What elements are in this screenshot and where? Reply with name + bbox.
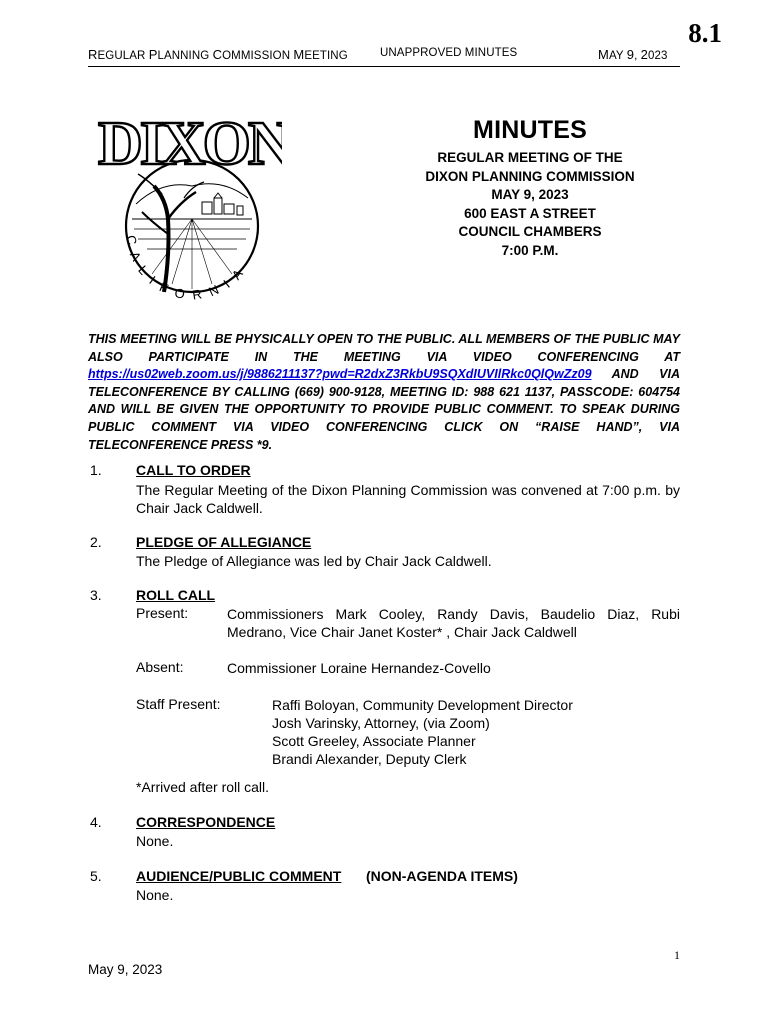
title-line: 7:00 P.M. <box>501 242 559 258</box>
item-number: 5. <box>90 868 102 884</box>
item-body: The Pledge of Allegiance was led by Chair Jack Caldwell. <box>136 553 492 569</box>
title-line: COUNCIL CHAMBERS <box>458 224 602 239</box>
logo-state-text: CALIFORNIA <box>123 234 252 303</box>
staff-list <box>272 696 573 768</box>
title-line: REGULAR MEETING OF THE <box>437 150 623 165</box>
item-body: None. <box>136 887 174 903</box>
title-line: DIXON PLANNING COMMISSION <box>425 168 635 184</box>
header-date-label: MAY 9, 2023 <box>598 47 668 62</box>
item-body: None. <box>136 833 174 849</box>
logo-wordmark: DIXON <box>98 110 282 178</box>
absent-label: Absent: <box>136 659 184 675</box>
header-status-label: UNAPPROVED MINUTES <box>380 47 518 59</box>
item-number: 4. <box>90 814 102 830</box>
roll-call-note: *Arrived after roll call. <box>136 779 270 795</box>
page-title: MINUTES <box>473 116 587 144</box>
header-meeting-label: REGULAR PLANNING COMMISSION MEETING <box>88 47 348 62</box>
page-number: 1 <box>674 948 680 962</box>
staff-member: Josh Varinsky, Attorney, (via Zoom) <box>272 715 490 731</box>
item-number: 2. <box>90 534 102 550</box>
item-heading-pledge: PLEDGE OF ALLEGIANCE <box>136 534 312 550</box>
item-heading-correspondence: CORRESPONDENCE <box>136 814 276 830</box>
public-access-notice <box>88 331 680 454</box>
footer-date: May 9, 2023 <box>88 962 163 977</box>
title-line: 600 EAST A STREET <box>464 205 596 221</box>
item-heading-public-comment: AUDIENCE/PUBLIC COMMENT <box>136 868 342 884</box>
zoom-meeting-link[interactable]: https://us02web.zoom.us/j/9886211137?pwd=R2dxZ3RkbU9SQXdIUVIlRkc0QlQwZz09 <box>88 367 592 382</box>
staff-member: Brandi Alexander, Deputy Clerk <box>272 751 467 767</box>
present-list: Commissioners Mark Cooley, Randy Davis, Baudelio Diaz, Rubi Medrano, Vice Chair Janet Koster* , Chair Jack Caldwell <box>227 606 680 640</box>
present-label: Present: <box>136 605 189 621</box>
item-heading-roll-call: ROLL CALL <box>136 587 216 603</box>
agenda-item-number: 8.1 <box>688 18 722 48</box>
item-heading-call-to-order: CALL TO ORDER <box>136 462 251 478</box>
title-line: MAY 9, 2023 <box>491 187 569 202</box>
staff-present-label: Staff Present: <box>136 696 221 712</box>
staff-member: Raffi Boloyan, Community Development Director <box>272 697 573 713</box>
header-rule <box>88 66 680 67</box>
item-heading-suffix: (NON-AGENDA ITEMS) <box>366 868 518 884</box>
item-number: 1. <box>90 462 102 478</box>
notice-text-part1: THIS MEETING WILL BE PHYSICALLY OPEN TO THE PUBLIC. ALL MEMBERS OF THE PUBLIC MAY ALSO PARTICIPATE IN THE MEETING VIA VIDEO CONFERENCING AT <box>88 332 680 364</box>
item-number: 3. <box>90 587 102 603</box>
item-body: The Regular Meeting of the Dixon Planning Commission was convened at 7:00 p.m. by Chair Jack Caldwell. <box>136 482 680 516</box>
absent-list: Commissioner Loraine Hernandez-Covello <box>227 660 491 676</box>
title-block <box>380 116 680 260</box>
city-seal-logo <box>92 94 282 304</box>
notice-text-part2: AND VIA TELECONFERENCE BY CALLING (669) 900-9128, MEETING ID: 988 621 1137, PASSCODE: 604754 AND WILL BE GIVEN THE OPPORTUNITY TO PROVIDE PUBLIC COMMENT. TO SPEAK DURING PUBLIC COMMENT VIA VIDEO CONFERENCING CLICK ON “RAISE HAND”, VIA TELECONFERENCE PRESS *9. <box>88 367 680 452</box>
staff-member: Scott Greeley, Associate Planner <box>272 733 476 749</box>
